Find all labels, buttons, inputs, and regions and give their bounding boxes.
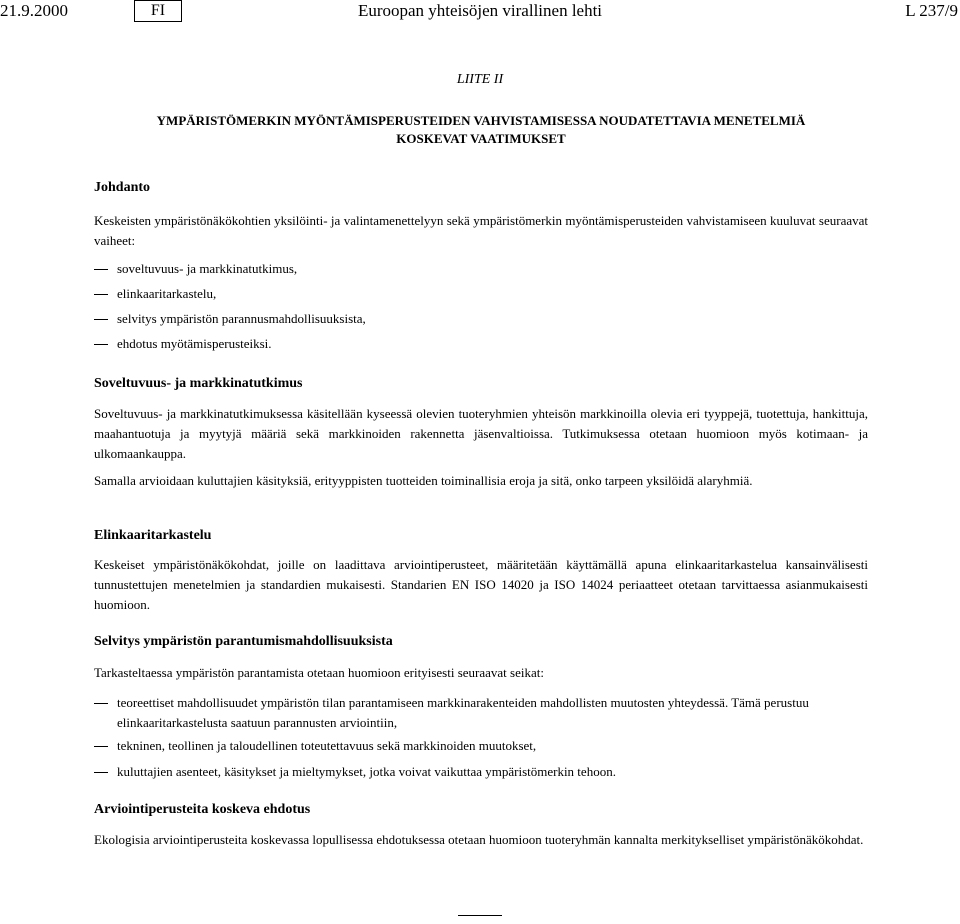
list-item: [94, 284, 868, 304]
heading-market: Soveltuvuus- ja markkinatutkimus: [94, 376, 303, 391]
improvement-paragraph: Tarkasteltaessa ympäristön parantamista otetaan huomioon erityisesti seuraavat seikat:: [94, 665, 544, 680]
heading-intro: Johdanto: [94, 180, 151, 195]
list-item: [94, 259, 868, 279]
list-item-text: ehdotus myötämisperusteiksi.: [117, 336, 272, 351]
list-item-text: selvitys ympäristön parannusmahdollisuuksista,: [117, 311, 366, 326]
heading-lifecycle: Elinkaaritarkastelu: [94, 528, 212, 543]
heading-proposal: Arviointiperusteita koskeva ehdotus: [94, 802, 311, 817]
intro-paragraph: Keskeisten ympäristönäkökohtien yksilöinti- ja valintamenettelyyn sekä ympäristömerkin myöntämisperusteiden vahvistamiseen kuuluvat seuraavat vaiheet:: [94, 213, 868, 248]
dash-bullet: [94, 269, 108, 270]
page-header: [0, 0, 960, 24]
list-item-text: tekninen, teollinen ja taloudellinen toteutettavuus sekä markkinoiden muutokset,: [117, 738, 537, 753]
header-language-box: FI: [134, 0, 182, 22]
dash-bullet: [94, 319, 108, 320]
dash-bullet: [94, 772, 108, 773]
heading-improvement: Selvitys ympäristön parantumismahdollisuuksista: [94, 634, 393, 649]
annex-label: LIITE II: [456, 72, 504, 87]
list-item: [94, 693, 868, 733]
header-date: 21.9.2000: [0, 1, 68, 20]
list-item: [94, 736, 868, 756]
list-item-text: elinkaaritarkastelu,: [117, 286, 217, 301]
document-title: [94, 112, 868, 148]
list-item: [94, 309, 868, 329]
header-journal-title: Euroopan yhteisöjen virallinen lehti: [357, 1, 603, 20]
dash-bullet: [94, 294, 108, 295]
list-item: [94, 762, 868, 782]
header-page-number: L 237/9: [905, 1, 958, 20]
dash-bullet: [94, 746, 108, 747]
lifecycle-paragraph: Keskeiset ympäristönäkökohdat, joille on laadittava arviointiperusteet, määritetään käyttämällä apuna elinkaaritarkastelua kansainvälisesti tunnustettujen menetelmien ja standardien mukaisesti. Standarien EN ISO 14020 ja ISO 14024 periaatteet otetaan tarvittaessa asianmukaisesti huomioon.: [94, 557, 868, 612]
market-paragraph-1: Soveltuvuus- ja markkinatutkimuksessa käsitellään kyseessä olevien tuoteryhmien yhteisön markkinoilla olevia eri tyyppejä, tuotettuja, hankittuja, maahantuotuja ja myytyjä määriä sekä markkinoiden rakennetta jäsenvaltioissa. Tutkimuksessa otetaan huomioon myös kotimaan- ja ulkomaankauppa.: [94, 406, 868, 461]
footer-rule: [458, 915, 502, 916]
list-item-text: soveltuvuus- ja markkinatutkimus,: [117, 261, 298, 276]
list-item-text: kuluttajien asenteet, käsitykset ja mieltymykset, jotka voivat vaikuttaa ympäristömerkin tehoon.: [117, 764, 616, 779]
title-line-2: KOSKEVAT VAATIMUKSET: [396, 131, 566, 146]
market-paragraph-2: Samalla arvioidaan kuluttajien käsityksiä, erityyppisten tuotteiden toiminallisia eroja ja sitä, onko tarpeen yksilöidä alaryhmiä.: [94, 473, 753, 488]
list-item-text: teoreettiset mahdollisuudet ympäristön tilan parantamiseen markkinarakenteiden mahdollisten muutosten yhteydessä. Tämä perustuu elinkaaritarkastelusta saatuun parannusten arviointiin,: [117, 695, 809, 730]
dash-bullet: [94, 703, 108, 704]
proposal-paragraph: Ekologisia arviointiperusteita koskevassa lopullisessa ehdotuksessa otetaan huomioon tuoteryhmän kannalta merkitykselliset ympäristönäkökohdat.: [94, 832, 864, 847]
title-line-1: YMPÄRISTÖMERKIN MYÖNTÄMISPERUSTEIDEN VAHVISTAMISESSA NOUDATETTAVIA MENETELMIÄ: [156, 113, 806, 128]
dash-bullet: [94, 344, 108, 345]
list-item: [94, 334, 868, 354]
